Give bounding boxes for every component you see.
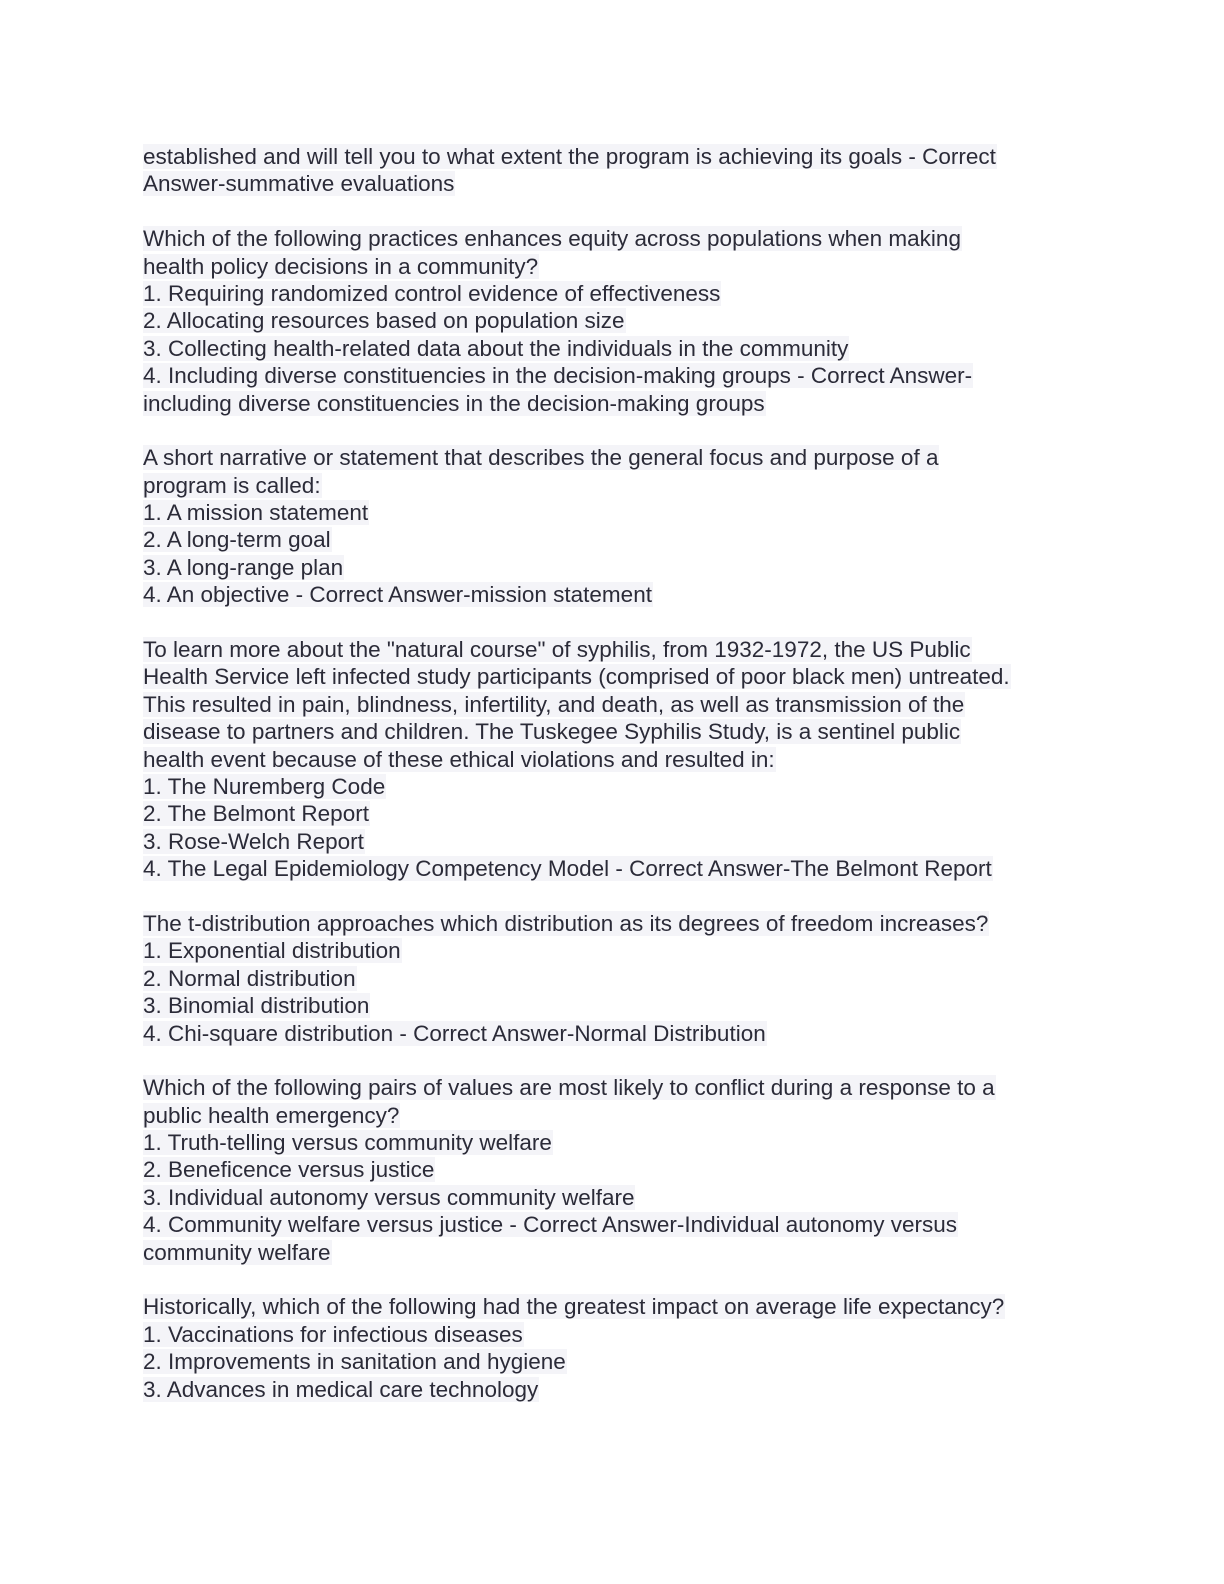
text-line-content: To learn more about the "natural course" of syphilis, from 1932-1972, the US Public	[143, 637, 971, 663]
paragraph-gap	[143, 883, 1083, 910]
text-line-content: including diverse constituencies in the decision-making groups	[143, 390, 765, 416]
text-line	[143, 554, 1083, 581]
text-line	[143, 636, 1083, 663]
question-block	[143, 1293, 1083, 1403]
text-line-content: 2. Normal distribution	[143, 965, 356, 991]
text-line	[143, 225, 1083, 252]
text-line-content: 2. Beneficence versus justice	[143, 1157, 435, 1183]
text-line	[143, 1020, 1083, 1047]
text-line-content: 4. The Legal Epidemiology Competency Model - Correct Answer-The Belmont Report	[143, 856, 992, 882]
text-line	[143, 663, 1083, 690]
question-block	[143, 143, 1083, 198]
text-line-content: 3. Individual autonomy versus community welfare	[143, 1184, 635, 1210]
text-line-content: A short narrative or statement that describes the general focus and purpose of a	[143, 445, 939, 471]
text-line	[143, 800, 1083, 827]
text-line-content: program is called:	[143, 472, 321, 498]
paragraph-gap	[143, 1047, 1083, 1074]
text-line-content: 1. Truth-telling versus community welfare	[143, 1130, 552, 1156]
text-line	[143, 1376, 1083, 1403]
text-line	[143, 965, 1083, 992]
text-line	[143, 773, 1083, 800]
text-line-content: 4. Including diverse constituencies in the decision-making groups - Correct Answer-	[143, 363, 973, 389]
text-line	[143, 362, 1083, 389]
text-line-content: 2. Allocating resources based on population size	[143, 308, 625, 334]
text-line	[143, 390, 1083, 417]
question-block	[143, 225, 1083, 417]
text-line	[143, 526, 1083, 553]
question-block	[143, 636, 1083, 883]
paragraph-gap	[143, 1266, 1083, 1293]
text-line	[143, 1348, 1083, 1375]
text-line	[143, 1293, 1083, 1320]
text-line	[143, 472, 1083, 499]
text-line	[143, 170, 1083, 197]
text-line-content: Which of the following pairs of values are most likely to conflict during a response to a	[143, 1075, 995, 1101]
text-line-content: 3. Binomial distribution	[143, 993, 370, 1019]
text-line-content: Which of the following practices enhances equity across populations when making	[143, 226, 961, 252]
text-line	[143, 718, 1083, 745]
text-line-content: 1. Requiring randomized control evidence of effectiveness	[143, 280, 721, 306]
text-line	[143, 335, 1083, 362]
text-line-content: 3. Rose-Welch Report	[143, 828, 364, 854]
text-line-content: 3. A long-range plan	[143, 554, 344, 580]
text-line-content: 1. The Nuremberg Code	[143, 773, 386, 799]
text-line	[143, 444, 1083, 471]
text-line	[143, 1074, 1083, 1101]
text-line-content: 2. A long-term goal	[143, 527, 331, 553]
question-block	[143, 444, 1083, 608]
text-line-content: 2. Improvements in sanitation and hygiene	[143, 1349, 566, 1375]
text-line	[143, 499, 1083, 526]
text-line	[143, 1129, 1083, 1156]
text-line-content: 4. Community welfare versus justice - Correct Answer-Individual autonomy versus	[143, 1212, 958, 1238]
text-line	[143, 1102, 1083, 1129]
text-line	[143, 855, 1083, 882]
text-line-content: 3. Collecting health-related data about the individuals in the community	[143, 335, 849, 361]
text-line	[143, 992, 1083, 1019]
text-line	[143, 307, 1083, 334]
text-line-content: 1. A mission statement	[143, 500, 369, 526]
text-line-content: health event because of these ethical violations and resulted in:	[143, 746, 775, 772]
text-line-content: Answer-summative evaluations	[143, 171, 455, 197]
text-line-content: Health Service left infected study participants (comprised of poor black men) untreated.	[143, 664, 1010, 690]
text-line	[143, 1321, 1083, 1348]
text-line-content: community welfare	[143, 1239, 331, 1265]
text-line	[143, 1239, 1083, 1266]
text-line	[143, 910, 1083, 937]
text-line	[143, 253, 1083, 280]
text-line-content: 4. Chi-square distribution - Correct Answer-Normal Distribution	[143, 1020, 766, 1046]
text-line-content: disease to partners and children. The Tuskegee Syphilis Study, is a sentinel public	[143, 719, 961, 745]
paragraph-gap	[143, 417, 1083, 444]
text-line-content: 2. The Belmont Report	[143, 801, 369, 827]
text-line-content: 4. An objective - Correct Answer-mission statement	[143, 582, 652, 608]
question-block	[143, 910, 1083, 1047]
text-line-content: health policy decisions in a community?	[143, 253, 539, 279]
text-line	[143, 280, 1083, 307]
document-page	[143, 143, 1083, 1403]
paragraph-gap	[143, 198, 1083, 225]
text-line	[143, 746, 1083, 773]
text-line	[143, 828, 1083, 855]
question-block	[143, 1074, 1083, 1266]
text-line	[143, 581, 1083, 608]
text-line-content: public health emergency?	[143, 1102, 400, 1128]
text-line	[143, 1156, 1083, 1183]
text-line-content: The t-distribution approaches which distribution as its degrees of freedom increases?	[143, 910, 989, 936]
text-line-content: 1. Exponential distribution	[143, 938, 401, 964]
text-line	[143, 691, 1083, 718]
text-line	[143, 143, 1083, 170]
text-line-content: 3. Advances in medical care technology	[143, 1376, 539, 1402]
paragraph-gap	[143, 609, 1083, 636]
text-line	[143, 937, 1083, 964]
text-line-content: established and will tell you to what extent the program is achieving its goals - Correct	[143, 144, 996, 169]
text-line	[143, 1184, 1083, 1211]
text-line-content: This resulted in pain, blindness, infertility, and death, as well as transmission of the	[143, 691, 965, 717]
text-line-content: Historically, which of the following had the greatest impact on average life expectancy?	[143, 1294, 1005, 1320]
text-line-content: 1. Vaccinations for infectious diseases	[143, 1321, 523, 1347]
text-line	[143, 1211, 1083, 1238]
